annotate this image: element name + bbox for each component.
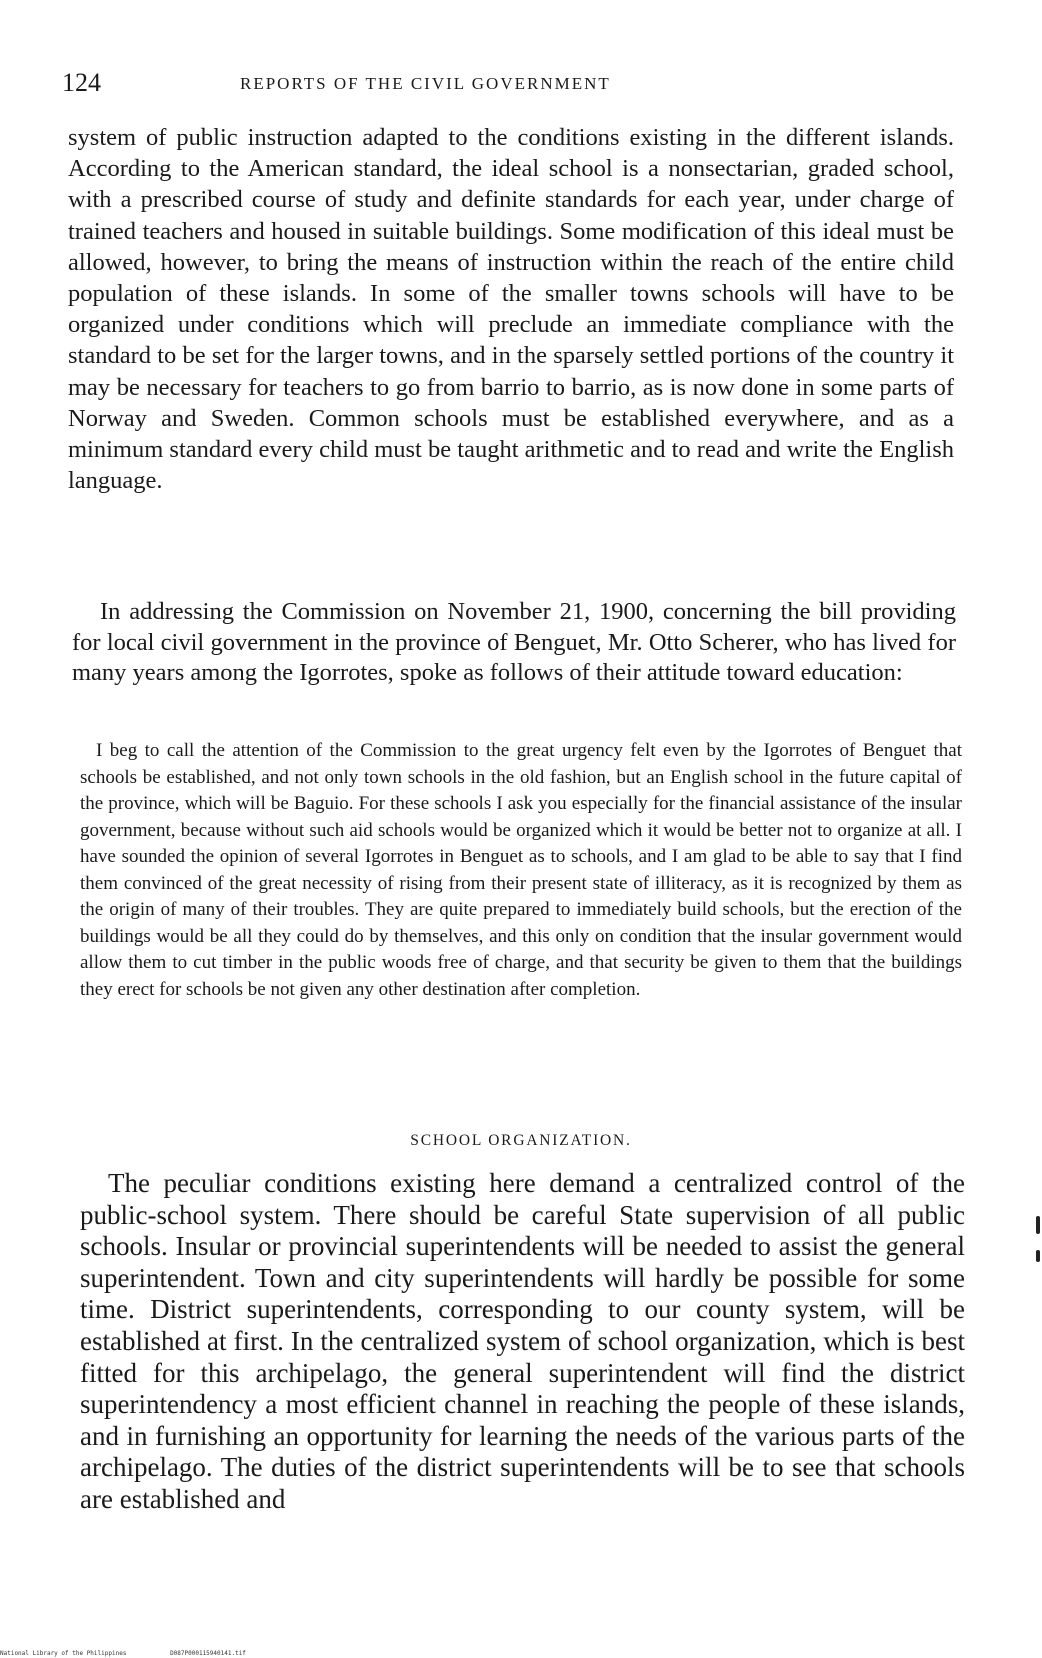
page-header	[62, 68, 982, 108]
section-heading: SCHOOL ORGANIZATION.	[410, 1132, 632, 1149]
scan-footer	[0, 1650, 286, 1657]
body-paragraph-1: system of public instruction adapted to the conditions existing in the different islands. According to the American standard, the ideal school is a nonsectarian, graded school, with a prescribed course of study and definite standards for each year, under charge of trained teachers and housed in suitable buildings. Some modification of this ideal must be allowed, however, to bring the means of instruction within the reach of the entire child population of these islands. In some of the smaller towns schools will have to be organized under conditions which will preclude an immediate compliance with the standard to be set for the larger towns, and in the sparsely settled portions of the country it may be necessary for teachers to go from barrio to barrio, as is now done in some parts of Norway and Sweden. Common schools must be established everywhere, and as a minimum standard every child must be taught arithmetic and to read and write the English language.	[68, 124, 954, 495]
body-paragraph-3: The peculiar conditions existing here demand a centralized control of the public-school system. There should be careful State supervision of all public schools. Insular or provincial superintendents will be needed to assist the general superintendent. Town and city superintendents will hardly be possible for some time. District superintendents, corresponding to our county system, will be established at first. In the centralized system of school organization, which is best fitted for this archipelago, the general superintendent will find the district superintendency a most efficient channel in reaching the people of these islands, and in furnishing an opportunity for learning the needs of the various parts of the archipelago. The duties of the district superintendents will be to see that schools are established and	[80, 1168, 965, 1514]
body-paragraph-2: In addressing the Commission on November 21, 1900, concerning the bill providing for local civil government in the province of Benguet, Mr. Otto Scherer, who has lived for many years among the Igorrotes, spoke as follows of their attitude toward education:	[72, 598, 956, 686]
margin-mark	[1036, 1250, 1040, 1262]
page-number: 124	[62, 68, 101, 97]
footer-file-id: D087P000115940141.tif	[170, 1650, 246, 1657]
block-quote: I beg to call the attention of the Commission to the great urgency felt even by the Igorrotes of Benguet that schools be established, and not only town schools in the old fashion, but an English school in the future capital of the province, which will be Baguio. For these schools I ask you especially for the financial assistance of the insular government, because without such aid schools would be organized which it would be better not to organize at all. I have sounded the opinion of several Igorrotes in Benguet as to schools, and I am glad to be able to say that I find them convinced of the great necessity of rising from their present state of illiteracy, as it is recognized by them as the origin of many of their troubles. They are quite prepared to immediately build schools, but the erection of the buildings would be all they could do by themselves, and this only on condition that the insular government would allow them to cut timber in the public woods free of charge, and that security be given to them that the buildings they erect for schools be not given any other destination after completion.	[80, 740, 962, 1000]
footer-library: National Library of the Philippines	[0, 1650, 127, 1657]
margin-mark	[1036, 1216, 1040, 1234]
running-head: REPORTS OF THE CIVIL GOVERNMENT	[240, 74, 611, 93]
